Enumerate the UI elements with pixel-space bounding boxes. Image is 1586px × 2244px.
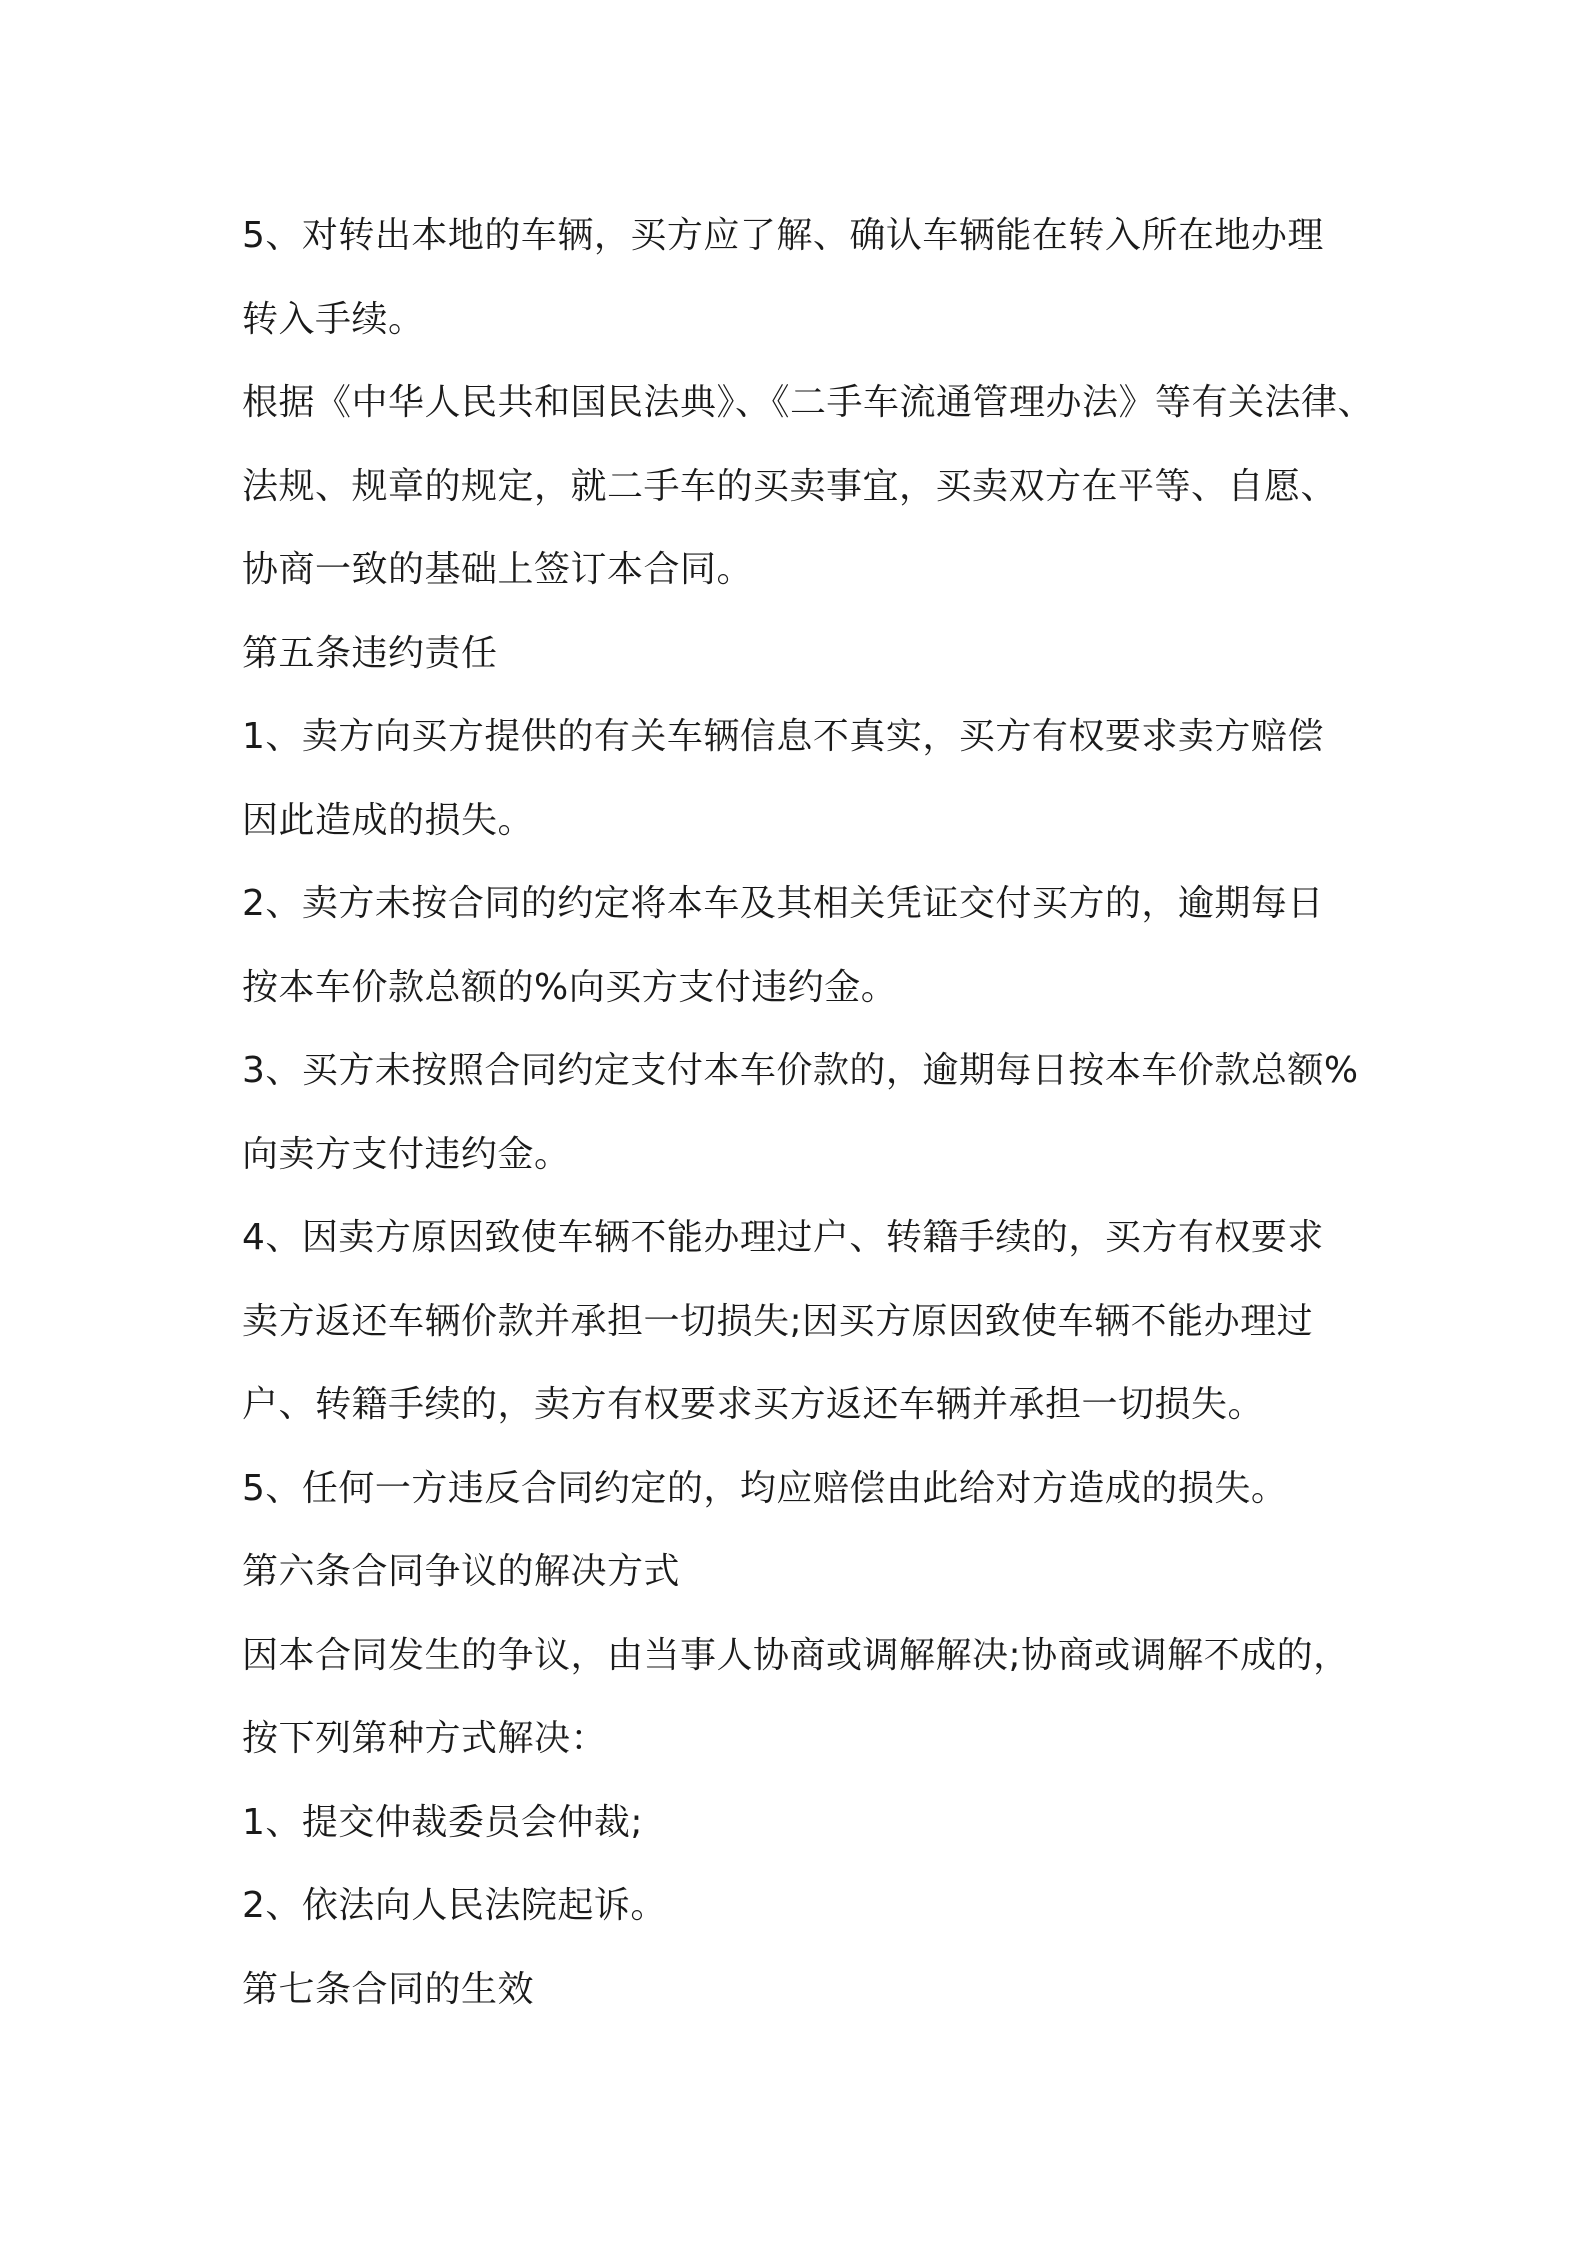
text-line: 2、卖方未按合同的约定将本车及其相关凭证交付买方的，逾期每日 [242,883,1324,924]
text-line: 2、依法向人民法院起诉。 [242,1885,667,1926]
text-line: 法规、规章的规定，就二手车的买卖事宜，买卖双方在平等、自愿、 [242,465,1338,507]
text-line: 卖方返还车辆价款并承担一切损失;因买方原因致使车辆不能办理过 [242,1300,1314,1342]
text-line: 转入手续。 [242,298,425,340]
text-line: 户、转籍手续的，卖方有权要求买方返还车辆并承担一切损失。 [242,1384,1265,1425]
text-line: 1、卖方向买方提供的有关车辆信息不真实，买方有权要求卖方赔偿 [242,716,1324,757]
text-line: 因本合同发生的争议，由当事人协商或调解解决;协商或调解不成的， [242,1634,1350,1676]
text-line: 根据《中华人民共和国民法典》、《二手车流通管理办法》等有关法律、 [242,382,1375,423]
text-line: 因此造成的损失。 [242,799,535,841]
section-heading-article-6: 第六条合同争议的解决方式 [242,1551,681,1592]
text-line: 协商一致的基础上签订本合同。 [242,549,754,590]
section-heading-article-5: 第五条违约责任 [242,632,498,674]
section-heading-article-7: 第七条合同的生效 [242,1968,535,2010]
text-line: 4、因卖方原因致使车辆不能办理过户、转籍手续的，买方有权要求 [242,1217,1324,1258]
document-body [242,194,1375,2031]
text-line: 3、买方未按照合同约定支付本车价款的，逾期每日按本车价款总额% [242,1050,1359,1091]
text-line: 按下列第种方式解决： [242,1718,608,1759]
text-line: 向卖方支付违约金。 [242,1133,571,1175]
text-line: 5、任何一方违反合同约定的，均应赔偿由此给对方造成的损失。 [242,1467,1288,1509]
text-line: 5、对转出本地的车辆，买方应了解、确认车辆能在转入所在地办理 [242,215,1324,256]
text-line: 1、提交仲裁委员会仲裁; [242,1801,644,1843]
text-line: 按本车价款总额的%向买方支付违约金。 [242,966,898,1008]
